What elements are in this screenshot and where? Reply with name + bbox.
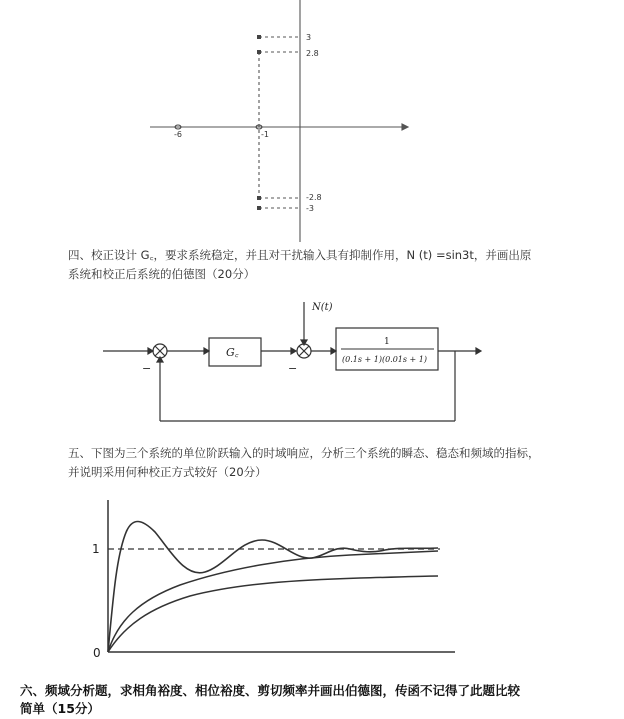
real-axis-arrow [402, 124, 408, 130]
controller-block [209, 338, 261, 366]
label-3: 3 [306, 33, 312, 42]
response-underdamped [108, 521, 438, 652]
question4-line1: 四、校正设计 G꜀，要求系统稳定，并且对干扰输入具有抑制作用，N (t) =sin3t，并画出原 [68, 248, 532, 262]
response-overdamped-1 [108, 551, 438, 652]
label-neg-1: -1 [261, 130, 269, 139]
label-neg-6: -6 [174, 130, 182, 139]
pole-marker [257, 35, 261, 39]
plant-denominator: (0.1s + 1)(0.01s + 1) [342, 355, 427, 364]
pole-marker [257, 206, 261, 210]
controller-label: G꜀ [226, 346, 239, 359]
question6-line1: 六、频域分析题，求相角裕度、相位裕度、剪切频率并画出伯德图，传函不记得了此题比较 [20, 683, 521, 698]
y-tick-1: 1 [92, 542, 100, 556]
minus-sign-1: − [142, 362, 152, 375]
response-overdamped-2 [108, 576, 438, 652]
summing-junction-2 [297, 344, 311, 358]
label-neg-3: -3 [306, 204, 314, 213]
question4-line2: 系统和校正后系统的伯德图（20分） [68, 267, 256, 281]
zero-marker [256, 125, 262, 129]
question6-line2: 简单（15分） [20, 701, 100, 716]
origin-label: 0 [93, 646, 101, 660]
zero-marker [175, 125, 181, 129]
label-2-8: 2.8 [306, 49, 319, 58]
plant-numerator: 1 [384, 337, 390, 347]
disturbance-label: N(t) [312, 302, 333, 313]
plant-block [336, 328, 438, 370]
pole-marker [257, 50, 261, 54]
label-neg-2-8: -2.8 [306, 193, 322, 202]
question5-line2: 并说明采用何种校正方式较好（20分） [68, 465, 267, 479]
question5-line1: 五、下图为三个系统的单位阶跃输入的时域响应，分析三个系统的瞬态、稳态和频域的指标， [68, 446, 540, 460]
summing-junction-1 [153, 344, 167, 358]
pole-marker [257, 196, 261, 200]
minus-sign-2: − [288, 362, 298, 375]
